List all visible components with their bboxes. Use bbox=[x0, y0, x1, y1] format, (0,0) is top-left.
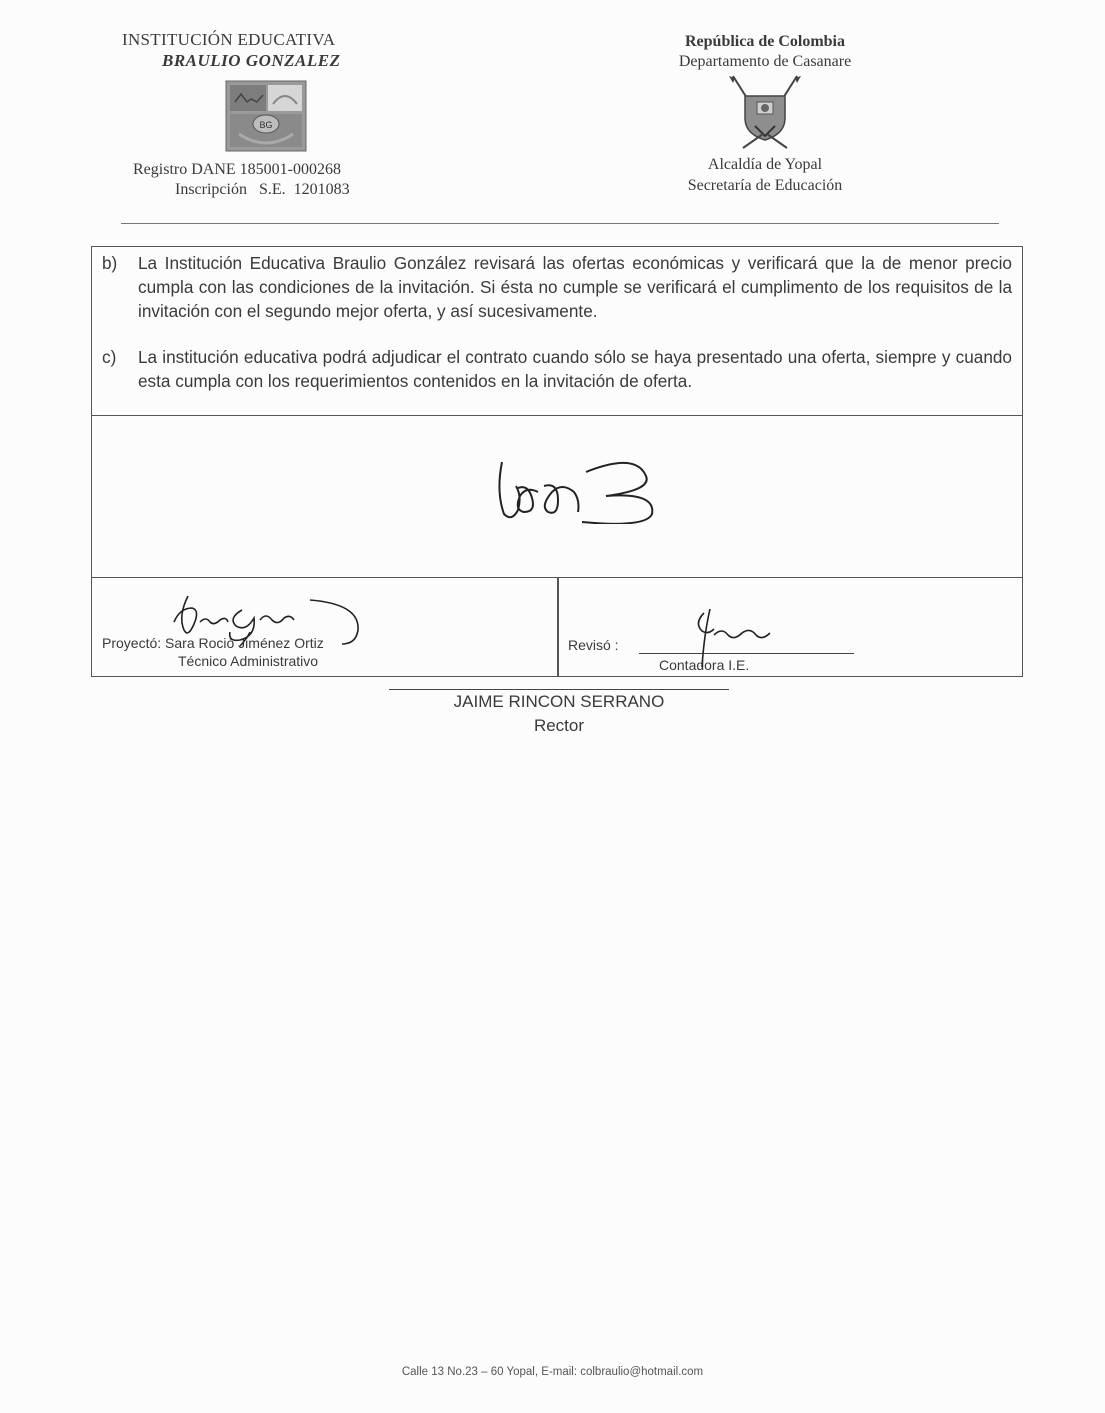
institution-name-line2: BRAULIO GONZALEZ bbox=[162, 51, 341, 70]
condition-text: La institución educativa podrá adjudicar el contrato cuando sólo se haya presentado una oferta, siempre y cuando esta cumpla con los requerimientos contenidos en la invitación de oferta. bbox=[138, 347, 1012, 391]
condition-label: b) bbox=[102, 253, 118, 273]
footer-address: Calle 13 No.23 – 60 Yopal, E-mail: colbraulio@hotmail.com bbox=[401, 1366, 704, 1378]
condition-label: c) bbox=[102, 347, 117, 367]
reviewed-by-signature-icon bbox=[680, 605, 780, 669]
se-inscription: Inscripción S.E. 1201083 bbox=[175, 181, 350, 198]
condition-item bbox=[102, 345, 1012, 393]
casanare-crest-icon bbox=[725, 74, 805, 152]
reviewed-by-role: Contadora I.E. bbox=[659, 657, 750, 673]
country-name: República de Colombia bbox=[684, 33, 845, 50]
rector-signature-icon bbox=[488, 452, 678, 524]
condition-item bbox=[102, 251, 1012, 323]
institution-shield-icon bbox=[225, 80, 307, 152]
header-government bbox=[640, 32, 890, 196]
condition-text: La Institución Educativa Braulio González revisará las ofertas económicas y verificará que la de menor precio cumpla con las condiciones de la invitación. Si ésta no cumple se verificará el cumplimento de los requisitos de la invitación con el segundo mejor oferta, y así sucesivamente. bbox=[138, 253, 1012, 321]
header-divider bbox=[121, 223, 999, 224]
dane-registration: Registro DANE 185001-000268 bbox=[133, 161, 341, 178]
rector-name: JAIME RINCON SERRANO bbox=[453, 692, 665, 711]
rector-role: Rector bbox=[533, 716, 585, 735]
prepared-by-signature-icon bbox=[160, 592, 380, 648]
institution-name-line1: INSTITUCIÓN EDUCATIVA bbox=[122, 30, 336, 49]
reviewed-by-label: Revisó : bbox=[568, 637, 619, 653]
approval-divider bbox=[557, 577, 559, 676]
shield-initials: BG bbox=[259, 120, 273, 130]
mayoralty-name: Alcaldía de Yopal bbox=[707, 156, 823, 173]
prepared-by-role: Técnico Administrativo bbox=[178, 653, 319, 669]
secretariat-name: Secretaría de Educación bbox=[687, 177, 843, 194]
signature-line bbox=[389, 689, 729, 690]
department-name: Departamento de Casanare bbox=[678, 53, 852, 70]
prepared-by-label: Proyectó: Sara Roció Jiménez Ortiz bbox=[102, 635, 324, 651]
conditions-section bbox=[91, 246, 1023, 416]
